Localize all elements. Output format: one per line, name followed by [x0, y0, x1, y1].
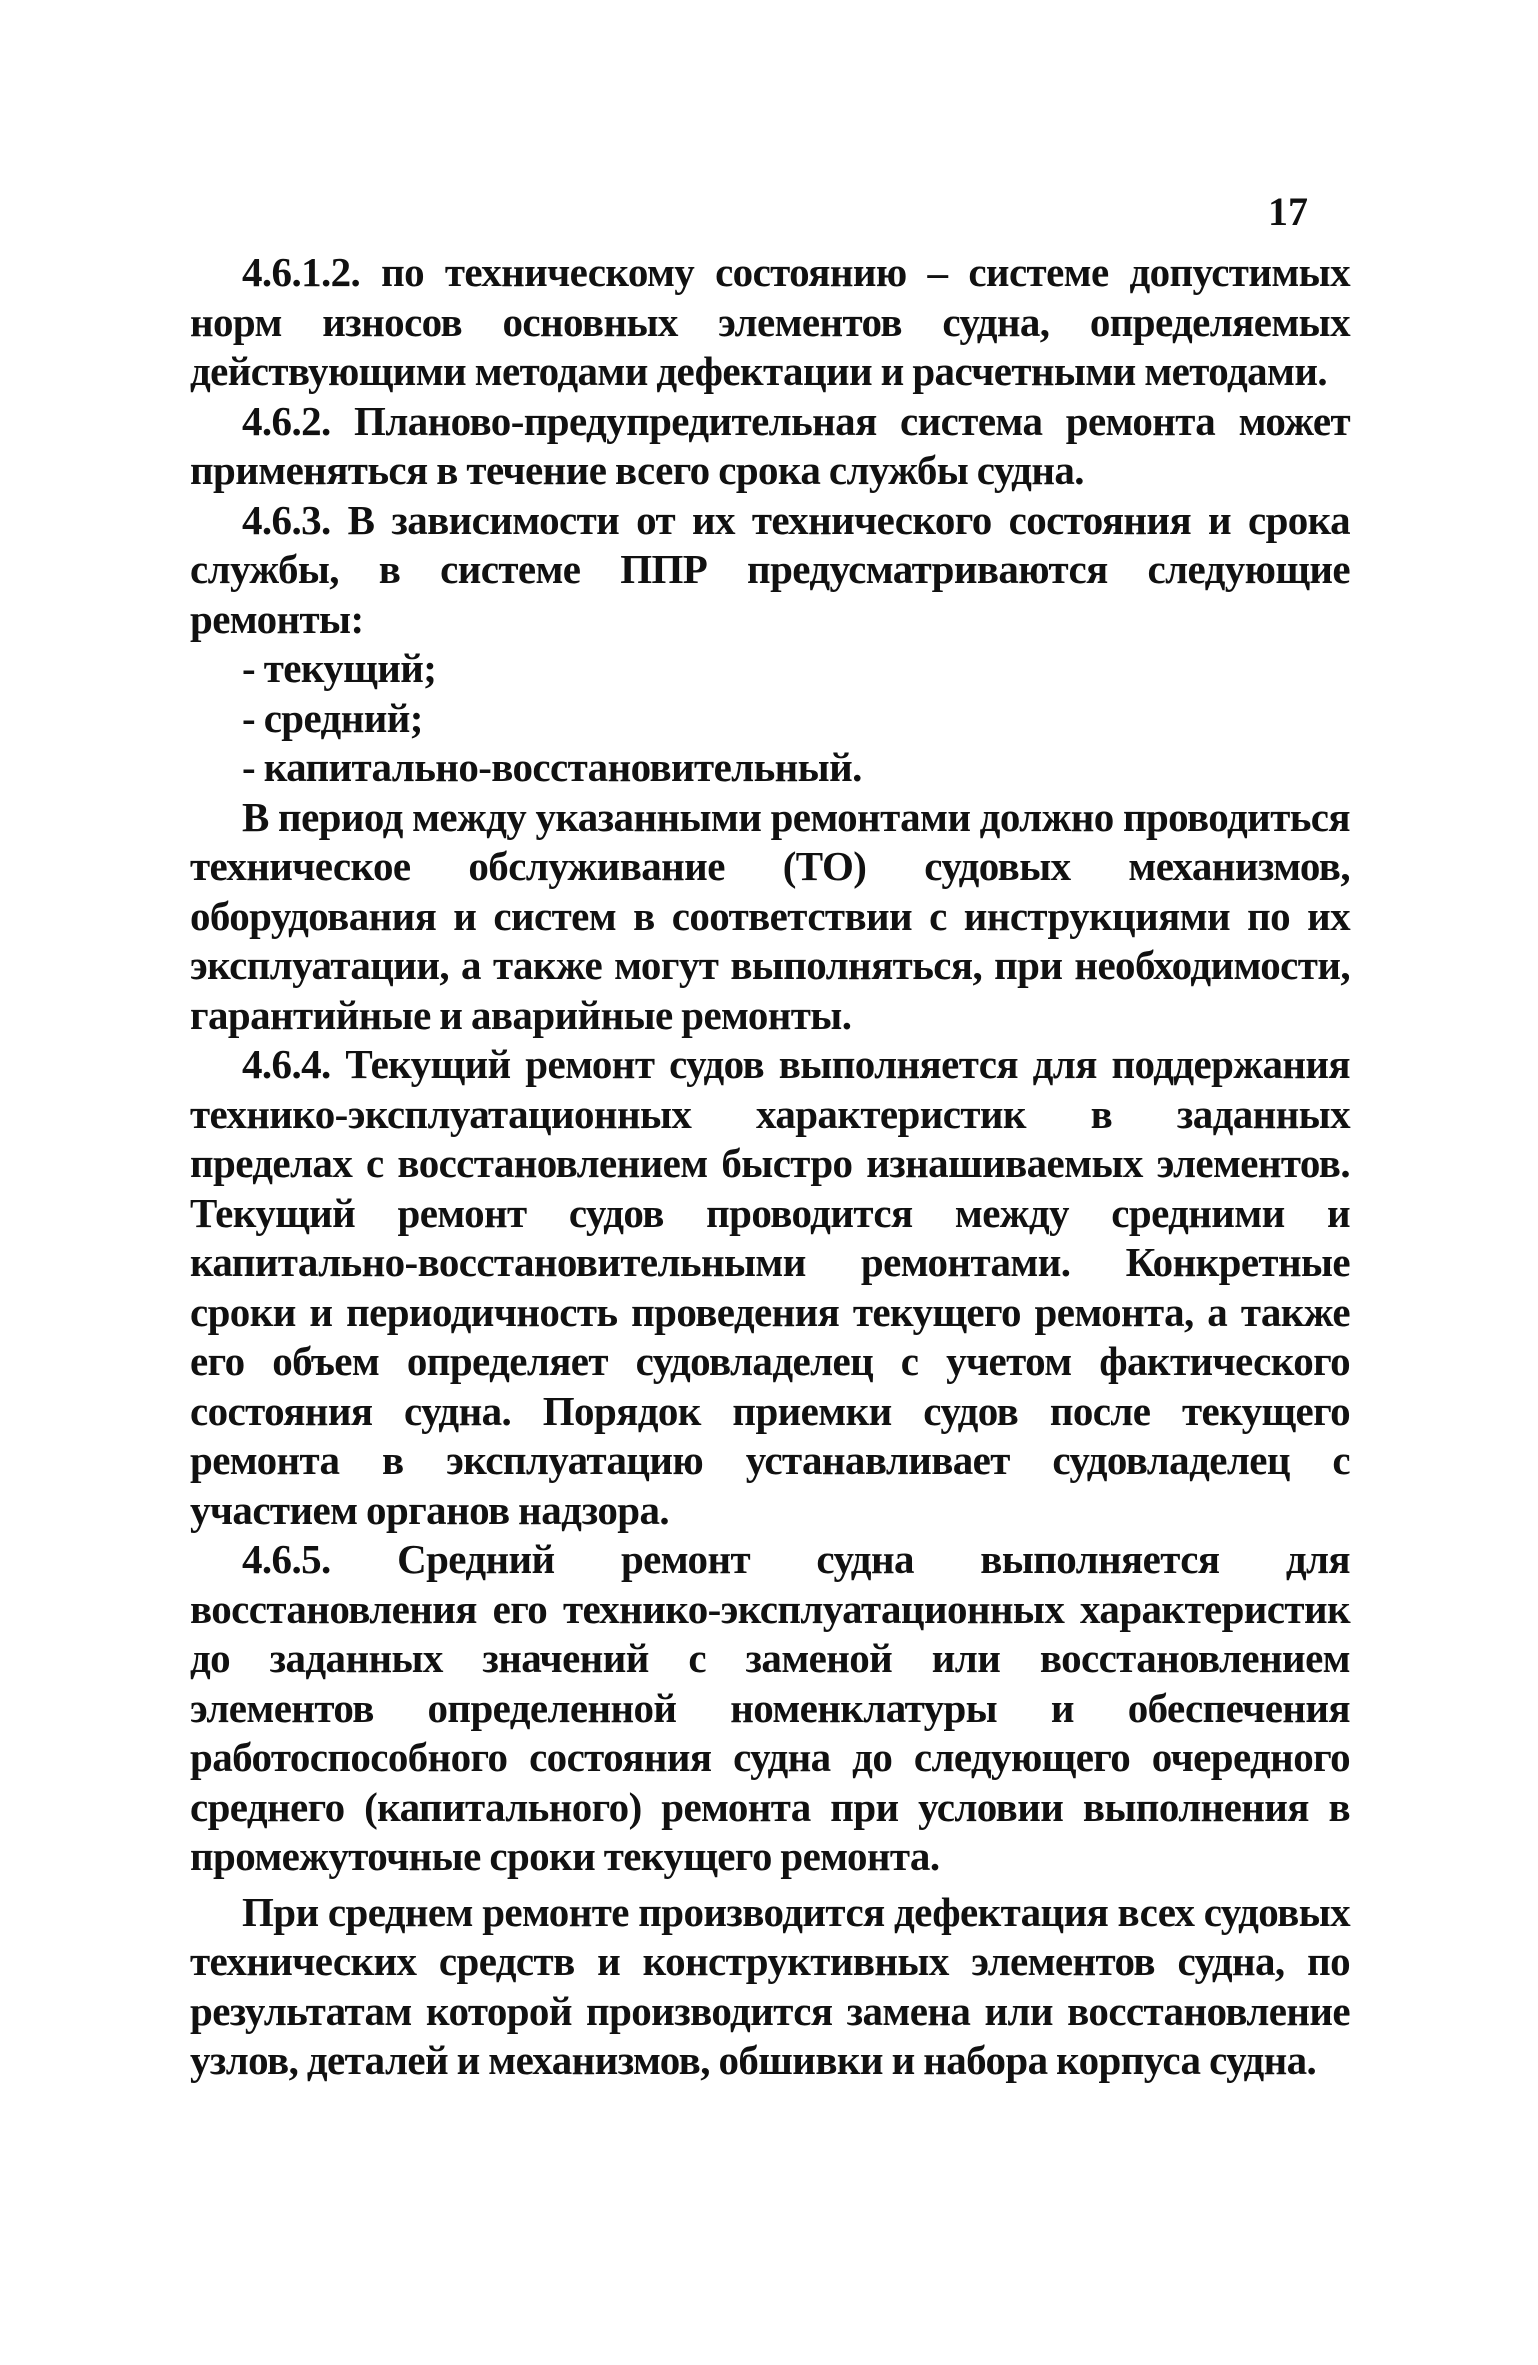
list-item-medium-repair: - средний; [242, 694, 423, 741]
paragraph-maintenance: В период между указанными ремонтами должно проводиться техническое обслуживание (ТО) судовых механизмов, оборудования и систем в соответствии с инструкциями по их эксплуатации, а также могут выполняться, при необходимости, гарантийные и аварийные ремонты. [190, 793, 1350, 1038]
paragraph-4-6-1-2: 4.6.1.2. по техническому состоянию – системе допустимых норм износов основных элементов судна, определяемых действующими методами дефектации и расчетными методами. [190, 249, 1350, 394]
paragraph-4-6-2: 4.6.2. Планово-предупредительная система ремонта может применяться в течение всего срока службы судна. [190, 397, 1350, 493]
paragraph-4-6-5: 4.6.5. Средний ремонт судна выполняется для восстановления его технико-эксплуатационных характеристик до заданных значений с заменой или восстановлением элементов определенной номенклатуры и обеспечения работоспособного состояния судна до следующего очередного среднего (капитального) ремонта при условии выполнения в промежуточные сроки текущего ремонта. [190, 1536, 1350, 1879]
paragraph-4-6-4: 4.6.4. Текущий ремонт судов выполняется для поддержания технико-эксплуатационных характеристик в заданных пределах с восстановлением быстро изнашиваемых элементов. Текущий ремонт судов проводится между средними и капитально-восстановительными ремонтами. Конкретные сроки и периодичность проведения текущего ремонта, а также его объем определяет судовладелец с учетом фактического состояния судна. Порядок приемки судов после текущего ремонта в эксплуатацию устанавливает судовладелец с участием органов надзора. [190, 1041, 1350, 1533]
paragraph-medium-repair-defects: При среднем ремонте производится дефектация всех судовых технических средств и конструктивных элементов судна, по результатам которой производится замена или восстановление узлов, деталей и механизмов, обшивки и набора корпуса судна. [190, 1888, 1350, 2083]
body-text [190, 248, 1350, 2086]
page-number: 17 [1268, 189, 1308, 234]
list-item-capital-repair: - капитально-восстановительный. [242, 744, 862, 790]
paragraph-4-6-3: 4.6.3. В зависимости от их технического состояния и срока службы, в системе ППР предусматриваются следующие ремонты: [190, 496, 1350, 642]
list-item-current-repair: - текущий; [242, 645, 437, 691]
